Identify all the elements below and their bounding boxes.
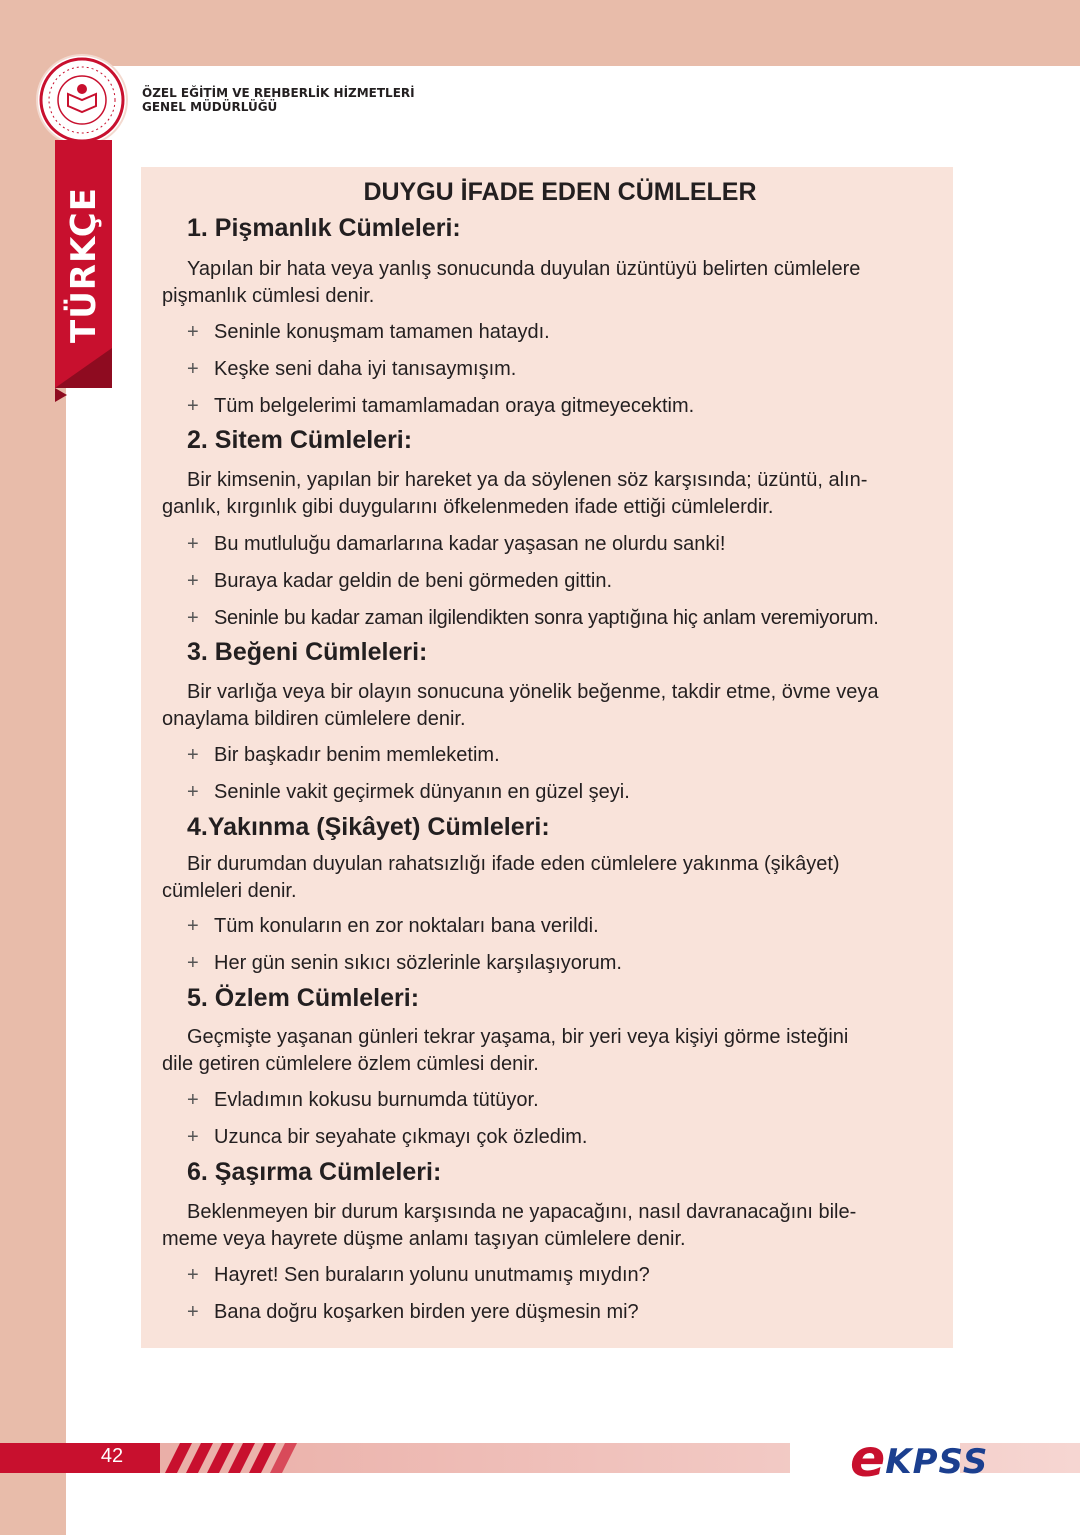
example-item: + Hayret! Sen buraların yolunu unutmamış mıydın?	[187, 1264, 650, 1286]
plus-icon: +	[187, 321, 199, 343]
definition-line: Bir varlığa veya bir olayın sonucuna yönelik beğenme, takdir etme, övme veya	[187, 681, 879, 703]
definition-line: Bir durumdan duyulan rahatsızlığı ifade eden cümlelere yakınma (şikâyet)	[187, 853, 840, 875]
example-item: + Tüm konuların en zor noktaları bana verildi.	[187, 915, 599, 937]
definition-line: Bir kimsenin, yapılan bir hareket ya da söylenen söz karşısında; üzüntü, alın-	[187, 469, 868, 491]
section-definition	[162, 851, 934, 905]
plus-icon: +	[187, 781, 199, 803]
plus-icon: +	[187, 1089, 199, 1111]
plus-icon: +	[187, 358, 199, 380]
organization-name	[142, 86, 415, 114]
top-color-band	[0, 0, 1080, 66]
brand-e: e	[850, 1429, 886, 1489]
plus-icon: +	[187, 570, 199, 592]
definition-line: meme veya hayrete düşme anlamı taşıyan cümlelere denir.	[162, 1228, 686, 1250]
example-item: + Bu mutluluğu damarlarına kadar yaşasan ne olurdu sanki!	[187, 533, 726, 555]
definition-line: cümleleri denir.	[162, 880, 297, 902]
example-item: + Evladımın kokusu burnumda tütüyor.	[187, 1089, 539, 1111]
plus-icon: +	[187, 533, 199, 555]
section-heading: 6. Şaşırma Cümleleri:	[187, 1158, 442, 1186]
plus-icon: +	[187, 1264, 199, 1286]
example-item: + Her gün senin sıkıcı sözlerinle karşılaşıyorum.	[187, 952, 622, 974]
section-heading: 4.Yakınma (Şikâyet) Cümleleri:	[187, 813, 550, 841]
example-item: + Bir başkadır benim memleketim.	[187, 744, 500, 766]
section-heading: 1. Pişmanlık Cümleleri:	[187, 214, 461, 242]
section-definition	[162, 467, 934, 521]
definition-line: Yapılan bir hata veya yanlış sonucunda duyulan üzüntüyü belirten cümlelere	[187, 258, 861, 280]
example-item: + Buraya kadar geldin de beni görmeden gittin.	[187, 570, 613, 592]
example-item: + Uzunca bir seyahate çıkmayı çok özledim.	[187, 1126, 588, 1148]
section-definition	[162, 679, 934, 733]
definition-line: Geçmişte yaşanan günleri tekrar yaşama, bir yeri veya kişiyi görme isteğini	[187, 1026, 849, 1048]
section-definition	[162, 256, 934, 310]
example-item: + Seninle konuşmam tamamen hataydı.	[187, 321, 550, 343]
section-definition	[162, 1199, 934, 1253]
definition-line: dile getiren cümlelere özlem cümlesi denir.	[162, 1053, 539, 1075]
definition-line: onaylama bildiren cümlelere denir.	[162, 708, 466, 730]
section-heading: 2. Sitem Cümleleri:	[187, 426, 413, 454]
page-number: 42	[100, 1445, 124, 1467]
example-item: + Tüm belgelerimi tamamlamadan oraya gitmeyecektim.	[187, 395, 695, 417]
page-title: DUYGU İFADE EDEN CÜMLELER	[363, 178, 757, 206]
plus-icon: +	[187, 607, 199, 629]
subject-label	[55, 140, 112, 390]
brand-kpss: KPSS	[885, 1442, 989, 1482]
section-heading: 5. Özlem Cümleleri:	[187, 984, 420, 1012]
section-heading: 3. Beğeni Cümleleri:	[187, 638, 428, 666]
example-item: + Keşke seni daha iyi tanısaymışım.	[187, 358, 517, 380]
definition-line: Beklenmeyen bir durum karşısında ne yapacağını, nasıl davranacağını bile-	[187, 1201, 857, 1223]
plus-icon: +	[187, 744, 199, 766]
plus-icon: +	[187, 1301, 199, 1323]
plus-icon: +	[187, 395, 199, 417]
example-item: + Seninle vakit geçirmek dünyanın en güzel şeyi.	[187, 781, 630, 803]
definition-line: ganlık, kırgınlık gibi duygularını öfkelenmeden ifade ettiği cümlelerdir.	[162, 496, 774, 518]
plus-icon: +	[187, 1126, 199, 1148]
org-line-1: ÖZEL EĞİTİM VE REHBERLİK HİZMETLERİ	[142, 86, 415, 100]
section-definition	[162, 1024, 934, 1078]
example-item: + Bana doğru koşarken birden yere düşmesin mi?	[187, 1301, 639, 1323]
example-item: + Seninle bu kadar zaman ilgilendikten sonra yaptığına hiç anlam veremiyorum.	[187, 607, 879, 629]
ekpss-logo	[850, 1429, 989, 1489]
org-line-2: GENEL MÜDÜRLÜĞÜ	[142, 100, 278, 114]
definition-line: pişmanlık cümlesi denir.	[162, 285, 375, 307]
subject-text: TÜRKÇE	[63, 187, 104, 343]
plus-icon: +	[187, 915, 199, 937]
ministry-emblem	[38, 56, 126, 144]
plus-icon: +	[187, 952, 199, 974]
